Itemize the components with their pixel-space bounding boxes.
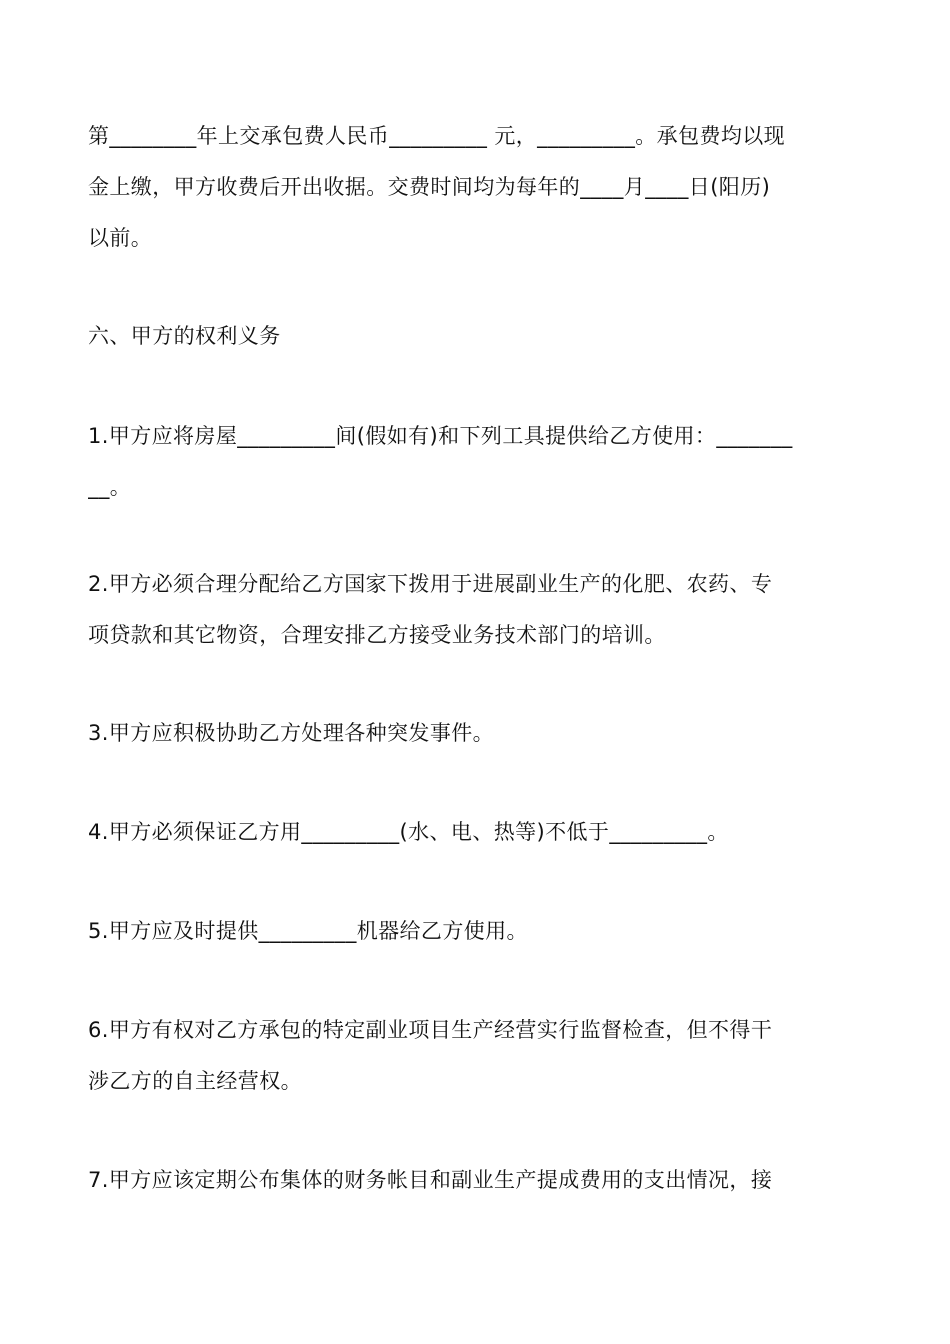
clause-item-4 [88, 807, 864, 858]
text-line: __。 [88, 475, 132, 499]
clause-item-5 [88, 906, 864, 957]
text-line: 以前。 [88, 226, 153, 250]
clause-item-7 [88, 1155, 864, 1206]
text-line: 6.甲方有权对乙方承包的特定副业项目生产经营实行监督检查，但不得干 [88, 1018, 773, 1042]
fee-payment-paragraph [88, 111, 864, 264]
heading-text: 六、甲方的权利义务 [88, 324, 281, 348]
clause-item-1 [88, 411, 864, 513]
text-line: 4.甲方必须保证乙方用_________(水、电、热等)不低于_________。 [88, 820, 729, 844]
text-line: 涉乙方的自主经营权。 [88, 1069, 302, 1093]
text-line: 7.甲方应该定期公布集体的财务帐目和副业生产提成费用的支出情况，接 [88, 1168, 773, 1192]
clause-item-6 [88, 1005, 864, 1107]
text-line: 1.甲方应将房屋_________间(假如有)和下列工具提供给乙方使用：_______ [88, 424, 793, 448]
text-line: 项贷款和其它物资，合理安排乙方接受业务技术部门的培训。 [88, 623, 666, 647]
text-line: 金上缴，甲方收费后开出收据。交费时间均为每年的____月____日(阳历) [88, 175, 771, 199]
text-line: 3.甲方应积极协助乙方处理各种突发事件。 [88, 721, 495, 745]
text-line: 5.甲方应及时提供_________机器给乙方使用。 [88, 919, 528, 943]
text-line: 2.甲方必须合理分配给乙方国家下拨用于进展副业生产的化肥、农药、专 [88, 572, 773, 596]
clause-item-2 [88, 559, 864, 661]
text-line: 第________年上交承包费人民币_________ 元，_________。承包费均以现 [88, 124, 786, 148]
clause-item-3 [88, 708, 864, 759]
section-heading-6 [88, 311, 864, 362]
